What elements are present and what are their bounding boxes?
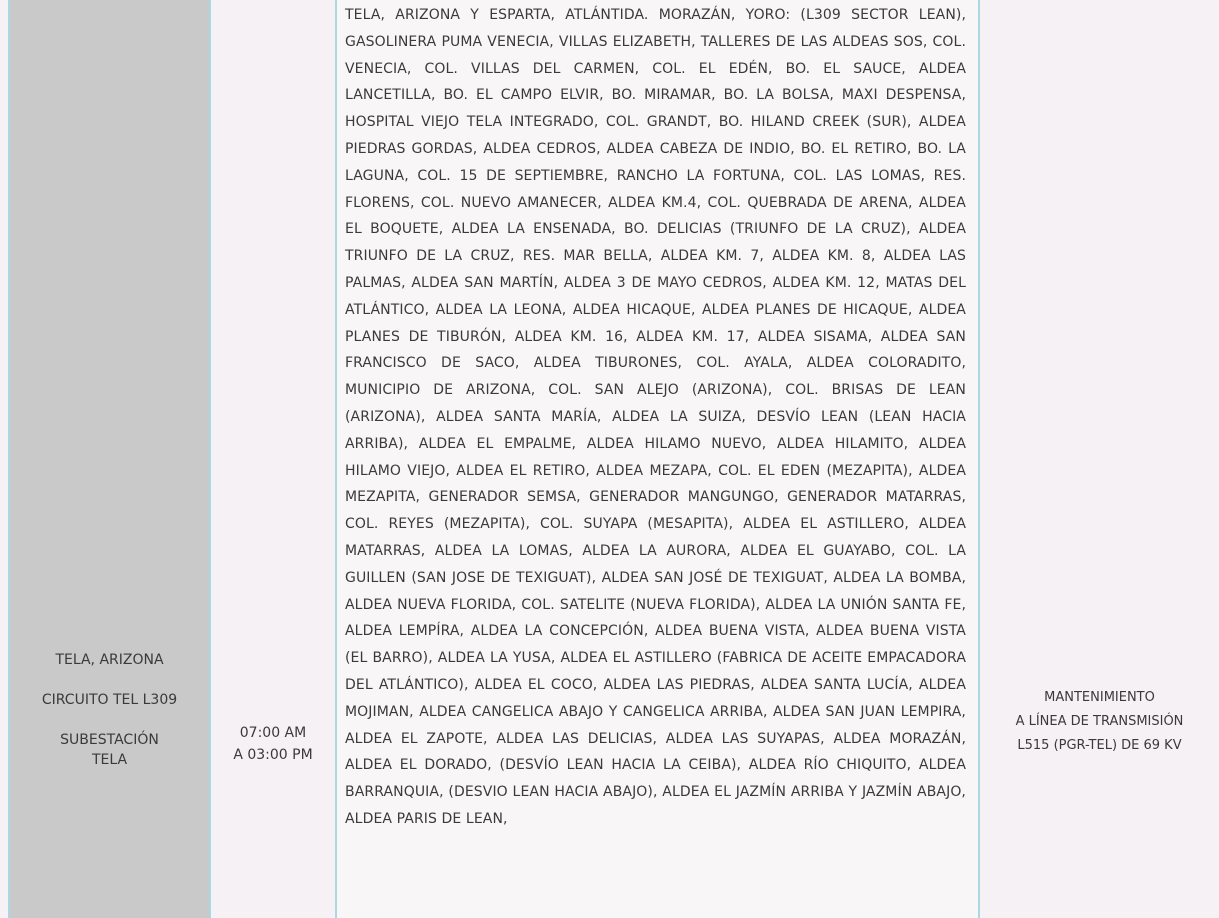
circuit-text: CIRCUITO TEL L309 [41, 692, 178, 708]
substation-name: TELA [91, 752, 128, 768]
schedule-end: A 03:00 PM [233, 747, 313, 763]
reason-line-2: A LÍNEA DE TRANSMISIÓN [1015, 714, 1184, 729]
schedule-cell [211, 0, 337, 918]
substation-label: SUBESTACIÓN [60, 732, 159, 748]
table-edge-column [0, 0, 10, 918]
substation-text [60, 730, 159, 770]
affected-areas-text: TELA, ARIZONA Y ESPARTA, ATLÁNTIDA. MORAZÁN, YORO: (L309 SECTOR LEAN), GASOLINERA PUMA VENECIA, VILLAS ELIZABETH, TALLERES DE LAS ALDEAS SOS, COL. VENECIA, COL. VILLAS DEL CARMEN, COL. EL EDÉN, BO. EL SAUCE, ALDEA LANCETILLA, BO. EL CAMPO ELVIR, BO. MIRAMAR, BO. LA BOLSA, MAXI DESPENSA, HOSPITAL VIEJO TELA INTEGRADO, COL. GRANDT, BO. HILAND CREEK (SUR), ALDEA PIEDRAS GORDAS, ALDEA CEDROS, ALDEA CABEZA DE INDIO, BO. EL RETIRO, BO. LA LAGUNA, COL. 15 DE SEPTIEMBRE, RANCHO LA FORTUNA, COL. LAS LOMAS, RES. FLORENS, COL. NUEVO AMANECER, ALDEA KM.4, COL. QUEBRADA DE ARENA, ALDEA EL BOQUETE, ALDEA LA ENSENADA, BO. DELICIAS (TRIUNFO DE LA CRUZ), ALDEA TRIUNFO DE LA CRUZ, RES. MAR BELLA, ALDEA KM. 7, ALDEA KM. 8, ALDEA LAS PALMAS, ALDEA SAN MARTÍN, ALDEA 3 DE MAYO CEDROS, ALDEA KM. 12, MATAS DEL ATLÁNTICO, ALDEA LA LEONA, ALDEA HICAQUE, ALDEA PLANES DE HICAQUE, ALDEA PLANES DE TIBURÓN, ALDEA KM. 16, ALDEA KM. 17, ALDEA SISAMA, ALDEA SAN FRANCISCO DE SACO, ALDEA TIBURONES, COL. AYALA, ALDEA COLORADITO, MUNICIPIO DE ARIZONA, COL. SAN ALEJO (ARIZONA), COL. BRISAS DE LEAN (ARIZONA), ALDEA SANTA MARÍA, ALDEA LA SUIZA, DESVÍO LEAN (LEAN HACIA ARRIBA), ALDEA EL EMPALME, ALDEA HILAMO NUEVO, ALDEA HILAMITO, ALDEA HILAMO VIEJO, ALDEA EL RETIRO, ALDEA MEZAPA, COL. EL EDEN (MEZAPITA), ALDEA MEZAPITA, GENERADOR SEMSA, GENERADOR MANGUNGO, GENERADOR MATARRAS, COL. REYES (MEZAPITA), COL. SUYAPA (MESAPITA), ALDEA EL ASTILLERO, ALDEA MATARRAS, ALDEA LA LOMAS, ALDEA LA AURORA, ALDEA EL GUAYABO, COL. LA GUILLEN (SAN JOSE DE TEXIGUAT), ALDEA SAN JOSÉ DE TEXIGUAT, ALDEA LA BOMBA, ALDEA NUEVA FLORIDA, COL. SATELITE (NUEVA FLORIDA), ALDEA LA UNIÓN SANTA FE, ALDEA LEMPÍRA, ALDEA LA CONCEPCIÓN, ALDEA BUENA VISTA, ALDEA BUENA VISTA (EL BARRO), ALDEA LA YUSA, ALDEA EL ASTILLERO (FABRICA DE ACEITE EMPACADORA DEL ATLÁNTICO), ALDEA EL COCO, ALDEA LAS PIEDRAS, ALDEA SANTA LUCÍA, ALDEA MOJIMAN, ALDEA CANGELICA ABAJO Y CANGELICA ARRIBA, ALDEA SAN JUAN LEMPIRA, ALDEA EL ZAPOTE, ALDEA LAS DELICIAS, ALDEA LAS SUYAPAS, ALDEA MORAZÁN, ALDEA EL DORADO, (DESVÍO LEAN HACIA LA CEIBA), ALDEA RÍO CHIQUITO, ALDEA BARRANQUIA, (DESVIO LEAN HACIA ABAJO), ALDEA EL JAZMÍN ARRIBA Y JAZMÍN ABAJO, ALDEA PARIS DE LEAN, [345, 7, 966, 827]
schedule-start: 07:00 AM [239, 725, 307, 741]
location-cell [10, 0, 211, 918]
reason-line-1: MANTENIMIENTO [1044, 690, 1155, 705]
reason-cell [980, 0, 1219, 918]
affected-areas-cell [337, 0, 980, 918]
municipalities-text: TELA, ARIZONA [55, 652, 164, 668]
reason-line-3: L515 (PGR-TEL) DE 69 KV [1017, 738, 1182, 753]
